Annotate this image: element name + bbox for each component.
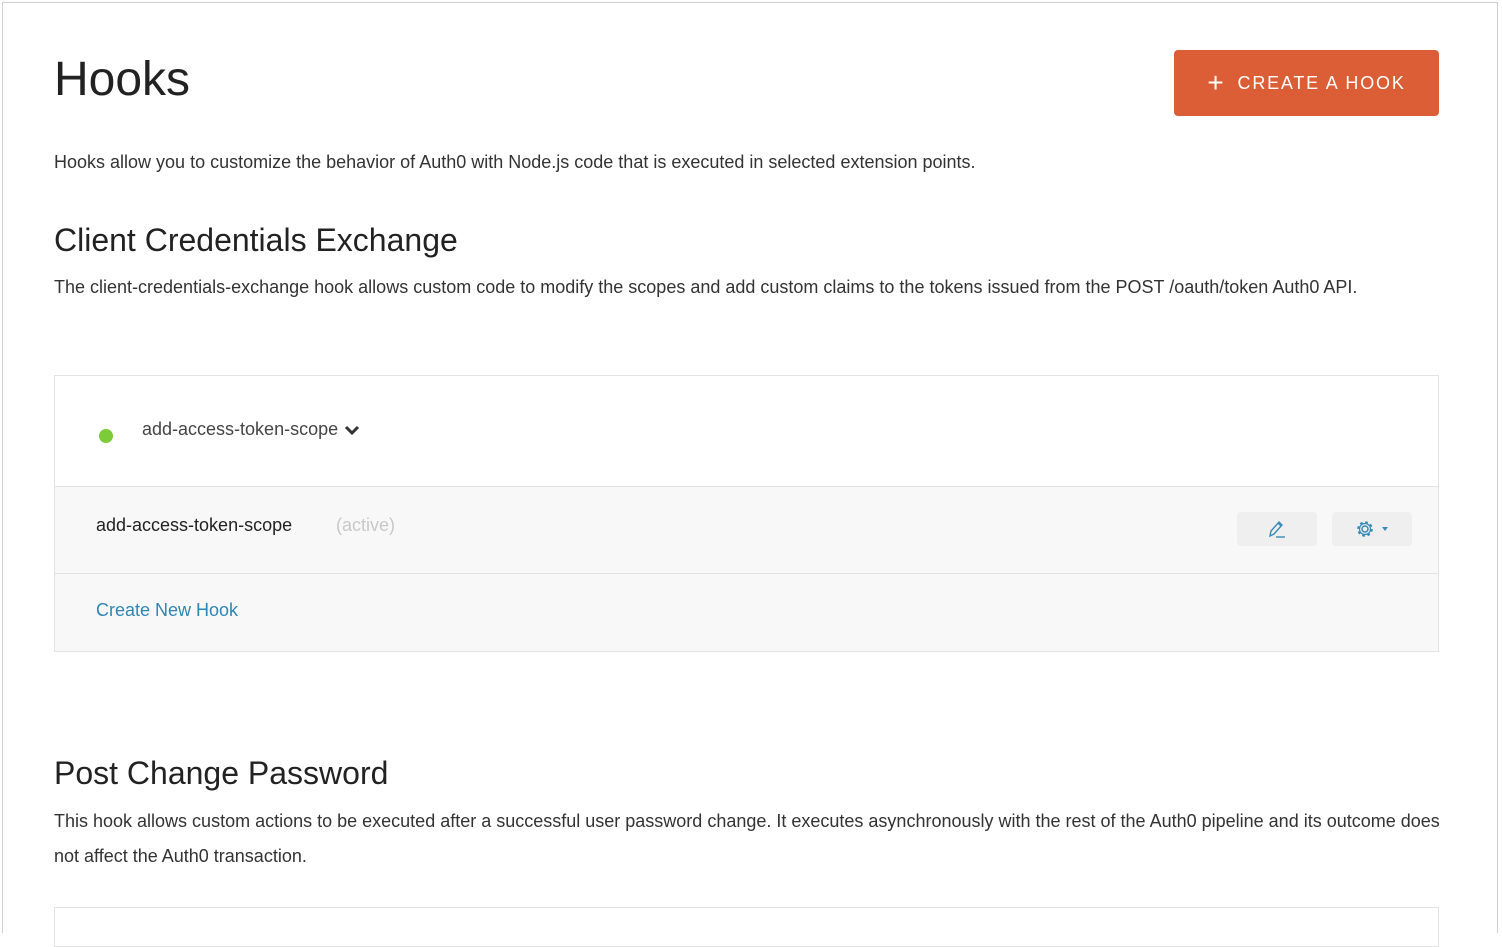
selected-hook-label: add-access-token-scope (142, 419, 339, 439)
caret-down-icon (1381, 526, 1389, 532)
panel-header (55, 376, 1438, 487)
hook-name: add-access-token-scope (96, 515, 293, 535)
hook-settings-dropdown[interactable] (1332, 512, 1412, 546)
create-new-hook-link[interactable]: Create New Hook (96, 600, 239, 620)
gear-icon (1355, 519, 1375, 539)
section-title-client-credentials: Client Credentials Exchange (54, 222, 458, 258)
chevron-down-icon (344, 424, 360, 436)
intro-text: Hooks allow you to customize the behavior of Auth0 with Node.js code that is executed in selected extension points. (54, 152, 976, 172)
hook-status: (active) (336, 515, 396, 535)
create-link-row (55, 574, 1438, 652)
section-title-post-change-password: Post Change Password (54, 755, 389, 791)
plus-icon: + (1207, 67, 1226, 98)
section-description-post-change-password: This hook allows custom actions to be executed after a successful user password change. It executes asynchronously with the rest of the Auth0 pipeline and its outcome does not affect the Auth0 transaction. (54, 811, 1440, 866)
page-title: Hooks (54, 53, 191, 106)
section-description-client-credentials: The client-credentials-exchange hook allows custom code to modify the scopes and add custom claims to the tokens issued from the POST /oauth/token Auth0 API. (54, 277, 1358, 297)
pencil-icon (1266, 519, 1288, 539)
edit-hook-button[interactable] (1237, 512, 1317, 546)
client-credentials-panel (54, 375, 1439, 652)
hook-selector-dropdown[interactable] (142, 419, 360, 440)
create-hook-button[interactable] (1174, 50, 1439, 116)
active-status-dot-icon (99, 429, 113, 443)
create-hook-label: CREATE A HOOK (1237, 72, 1406, 93)
post-change-password-panel (54, 907, 1439, 947)
hook-row (55, 487, 1438, 574)
